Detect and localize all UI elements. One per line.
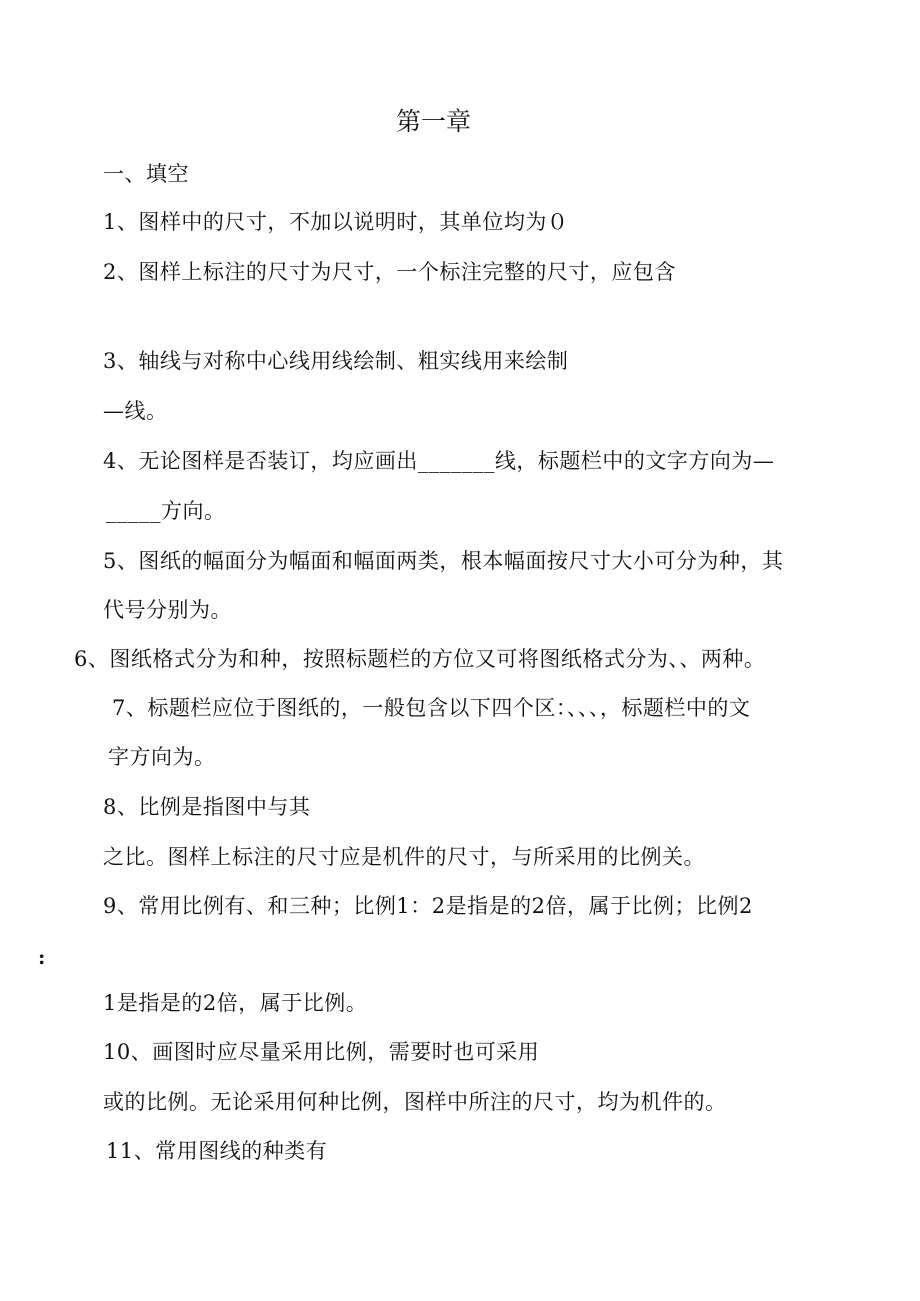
question-3-line-2: —线。: [103, 399, 168, 423]
question-4-line-1: 4、无论图样是否装订，均应画出_______线，标题栏中的文字方向为—: [103, 449, 775, 473]
question-4-line-2: _____方向。: [106, 499, 226, 523]
question-9-colon: :: [38, 945, 46, 969]
question-7-line-1: 7、标题栏应位于图纸的，一般包含以下四个区：、、、，标题栏中的文: [112, 696, 751, 720]
section-heading: 一、填空: [103, 162, 189, 186]
question-9-line-1: 9、常用比例有、和三种；比例1：2是指是的2倍，属于比例；比例2: [103, 894, 753, 918]
question-10-line-1: 10、画图时应尽量采用比例，需要时也可采用: [103, 1040, 540, 1064]
question-7-line-2: 字方向为。: [108, 745, 216, 769]
question-8-line-2: 之比。图样上标注的尺寸应是机件的尺寸，与所采用的比例关。: [103, 845, 705, 869]
question-1: 1、图样中的尺寸，不加以说明时，其单位均为０: [103, 210, 569, 234]
chapter-title: 第一章: [396, 107, 472, 136]
question-10-line-2: 或的比例。无论采用何种比例，图样中所注的尺寸，均为机件的。: [103, 1090, 727, 1114]
question-3-line-1: 3、轴线与对称中心线用线绘制、粗实线用来绘制: [103, 349, 569, 373]
question-6: 6、图纸格式分为和种，按照标题栏的方位又可将图纸格式分为、、两种。: [74, 647, 766, 671]
question-8-line-1: 8、比例是指图中与其: [103, 795, 311, 819]
question-11: 11、常用图线的种类有: [106, 1139, 328, 1163]
question-2: 2、图样上标注的尺寸为尺寸，一个标注完整的尺寸，应包含: [103, 260, 676, 284]
question-5-line-2: 代号分别为。: [103, 598, 232, 622]
question-9-line-2: 1是指是的2倍，属于比例。: [103, 991, 368, 1015]
question-5-line-1: 5、图纸的幅面分为幅面和幅面两类，根本幅面按尺寸大小可分为种，其: [103, 549, 784, 573]
